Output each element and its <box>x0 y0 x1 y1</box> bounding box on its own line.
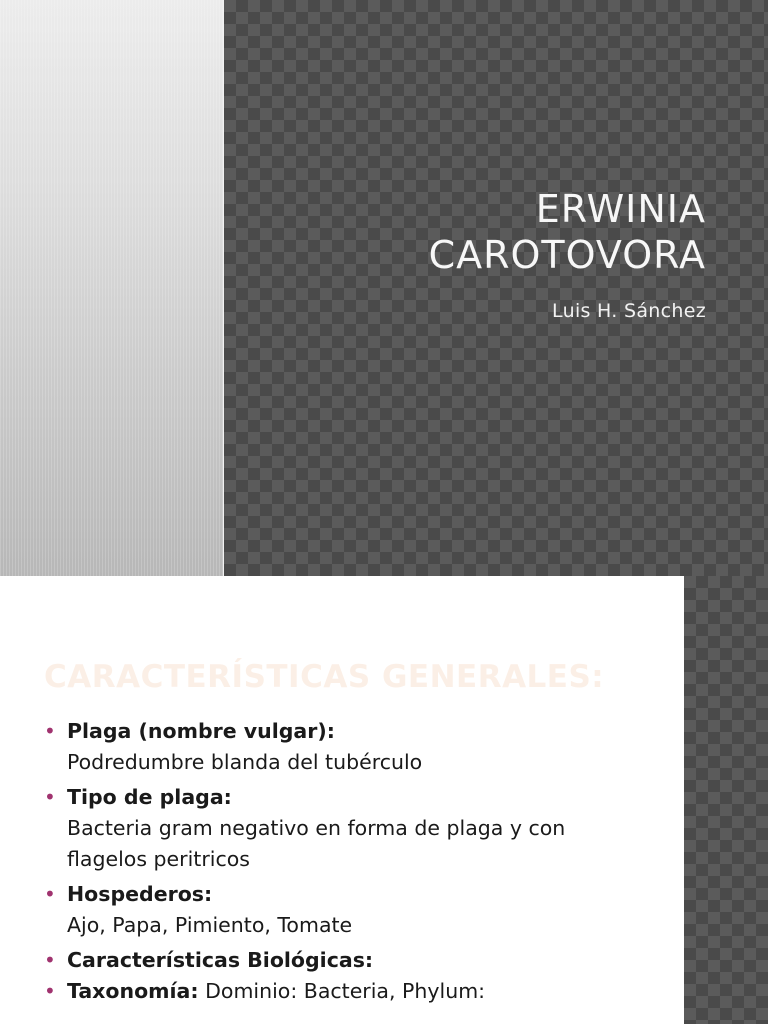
bullet-icon: • <box>44 882 56 906</box>
item-label: Taxonomía: <box>67 979 199 1003</box>
bullet-icon: • <box>44 979 56 1003</box>
silver-gradient-panel <box>0 0 224 576</box>
title-line-1: ERWINIA <box>535 187 706 231</box>
diamond-pattern-strip <box>684 576 768 1024</box>
slide-title <box>429 186 706 278</box>
slide-heading: CARACTERÍSTICAS GENERALES: <box>44 659 605 695</box>
item-label: Plaga (nombre vulgar): <box>67 719 335 743</box>
diamond-pattern-panel <box>224 0 768 576</box>
bullet-icon: • <box>44 785 56 809</box>
item-detail: Ajo, Papa, Pimiento, Tomate <box>67 913 353 937</box>
slide-subtitle: Luis H. Sánchez <box>552 300 706 322</box>
list-item <box>44 945 644 976</box>
item-label: Hospederos: <box>67 882 213 906</box>
item-inline-detail: Dominio: Bacteria, Phylum: <box>198 979 486 1003</box>
list-item <box>44 782 644 813</box>
item-detail: Podredumbre blanda del tubérculo <box>67 750 423 774</box>
list-item <box>44 976 644 1007</box>
item-detail: Bacteria gram negativo en forma de plaga y con flagelos peritricos <box>67 816 566 871</box>
title-line-2: CAROTOVORA <box>428 233 706 277</box>
content-slide <box>0 576 768 1024</box>
list-item <box>44 879 644 910</box>
bullet-list <box>44 716 644 1007</box>
bullet-icon: • <box>44 948 56 972</box>
bullet-icon: • <box>44 719 56 743</box>
list-item <box>44 716 644 747</box>
item-label: Tipo de plaga: <box>67 785 232 809</box>
item-label: Características Biológicas: <box>67 948 374 972</box>
